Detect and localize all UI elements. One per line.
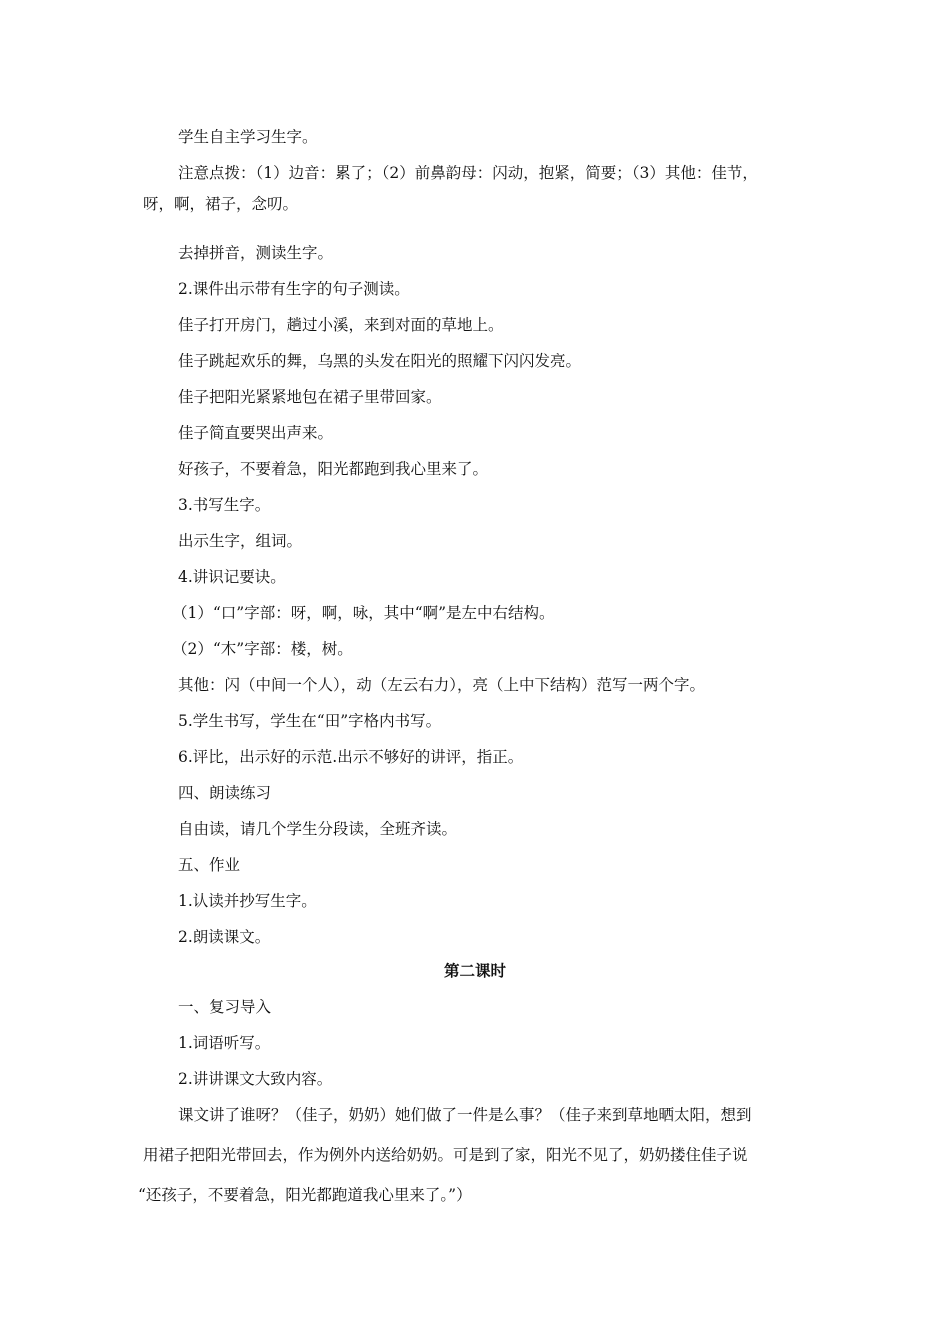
text-line: 学生自主学习生字。 <box>178 128 318 146</box>
text-line: 佳子跳起欢乐的舞，乌黑的头发在阳光的照耀下闪闪发亮。 <box>178 352 582 370</box>
text-line: 佳子把阳光紧紧地包在裙子里带回家。 <box>178 388 442 406</box>
text-line: 自由读，请几个学生分段读，全班齐读。 <box>178 820 458 838</box>
note-row-1: 注意点拨：（1）边音：累了；（2）前鼻韵母：闪动，抱紧，简要；（3）其他：佳节， <box>178 164 758 182</box>
text-line: 佳子简直要哭出声来。 <box>178 424 334 442</box>
text-line: 2.讲讲课文大致内容。 <box>178 1070 333 1088</box>
text-line: 3.书写生字。 <box>178 496 271 514</box>
text-line: 1.认读并抄写生字。 <box>178 892 317 910</box>
story-row-3: “还孩子，不要着急，阳光都跑道我心里来了。”） <box>138 1186 472 1204</box>
text-line: 去掉拼音，测读生字。 <box>178 244 334 262</box>
text-line: 1.词语听写。 <box>178 1034 271 1052</box>
text-line: 其他：闪（中间一个人），动（左云右力），亮（上中下结构）范写一两个字。 <box>178 676 706 694</box>
note-row-2: 呀，啊，裙子，念叨。 <box>143 195 299 213</box>
text-line: 2.课件出示带有生字的句子测读。 <box>178 280 410 298</box>
note-paragraph <box>143 163 815 214</box>
lesson-title: 第二课时 <box>443 961 506 980</box>
text-line: （2）“木”字部：楼，树。 <box>172 640 353 658</box>
text-line: 2.朗读课文。 <box>178 928 271 946</box>
text-line: 佳子打开房门，趟过小溪，来到对面的草地上。 <box>178 316 504 334</box>
section-heading: 五、作业 <box>178 856 241 874</box>
text-line: 4.讲识记要诀。 <box>178 568 286 586</box>
text-line: 好孩子，不要着急，阳光都跑到我心里来了。 <box>178 460 489 478</box>
section-heading: 一、复习导入 <box>178 998 272 1016</box>
text-line: 出示生字，组词。 <box>178 532 303 550</box>
story-row-2: 用裙子把阳光带回去，作为例外内送给奶奶。可是到了家，阳光不见了，奶奶搂住佳子说 <box>143 1146 748 1164</box>
text-line: （1）“口”字部：呀，啊，咏，其中“啊”是左中右结构。 <box>172 604 555 622</box>
text-line: 5.学生书写，学生在“田”字格内书写。 <box>178 712 442 730</box>
text-line: 6.评比，出示好的示范.出示不够好的讲评，指正。 <box>178 748 524 766</box>
section-heading: 四、朗读练习 <box>178 784 272 802</box>
story-row-1: 课文讲了谁呀？（佳子，奶奶）她们做了一件是么事？（佳子来到草地晒太阳，想到 <box>178 1106 752 1124</box>
